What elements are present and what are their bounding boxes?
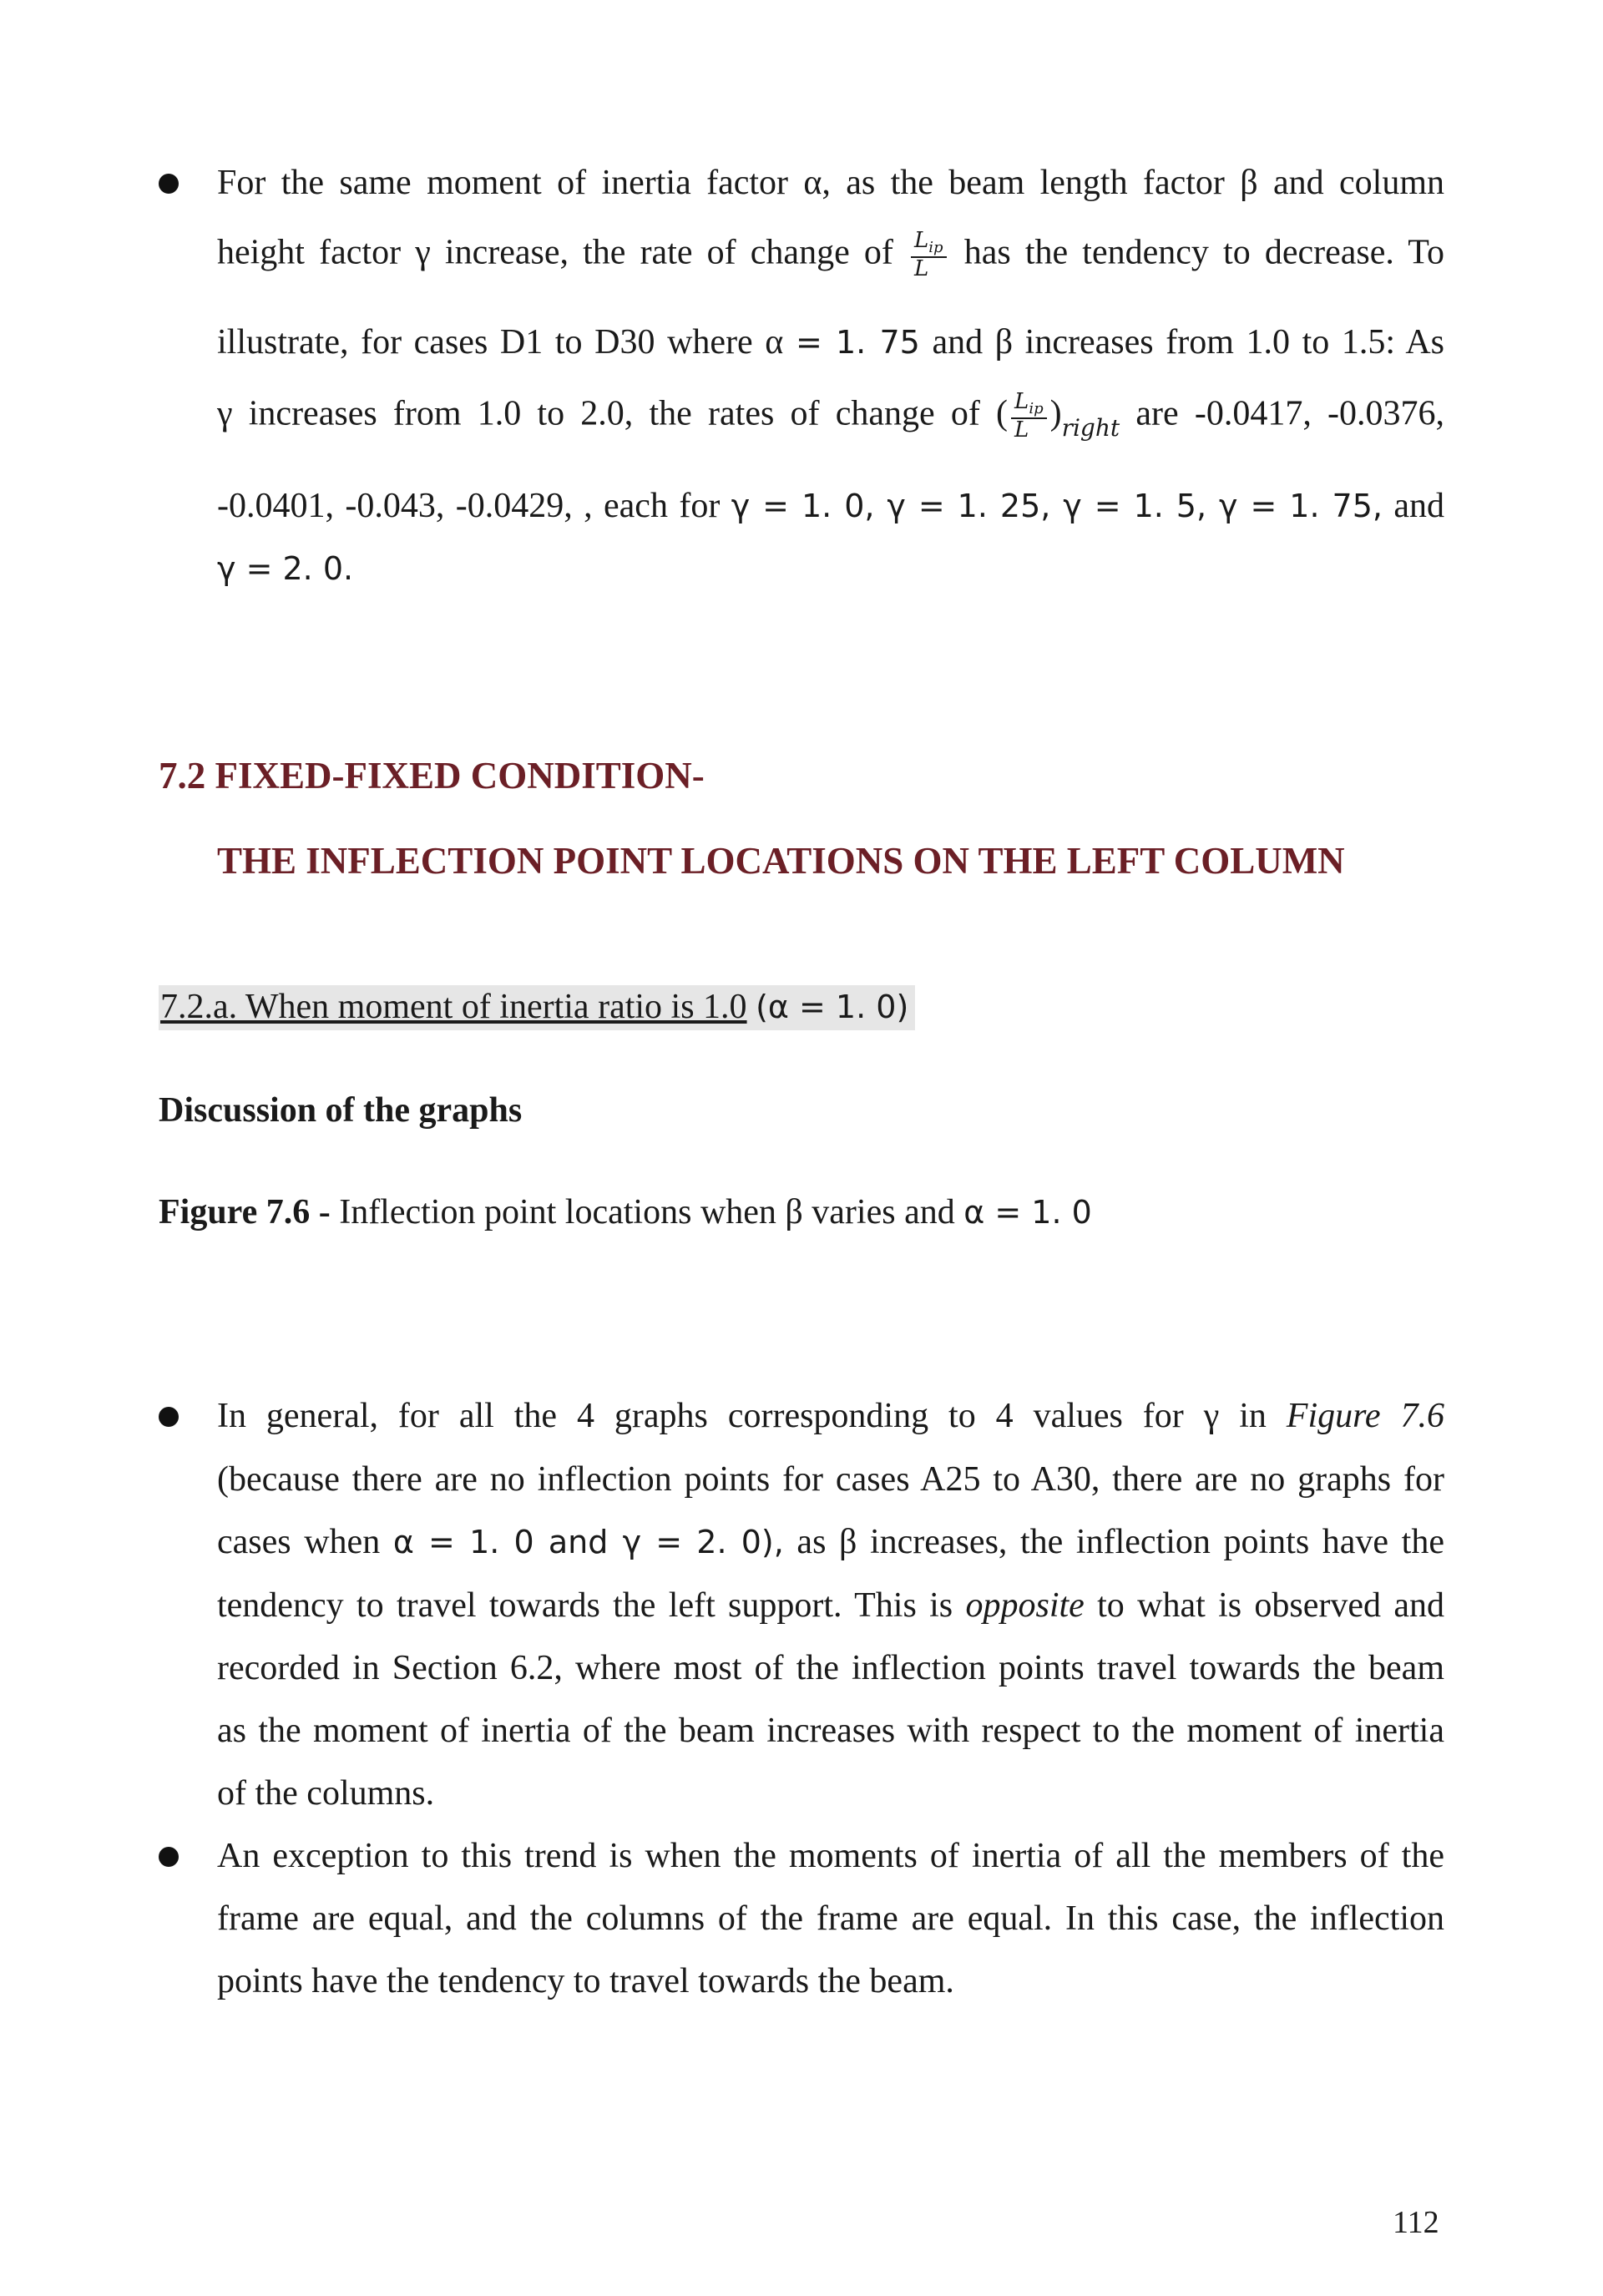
bullet1-line4 xyxy=(217,391,1444,442)
bullet2-line3-text-a: cases when xyxy=(217,1523,381,1561)
figure-caption-text: Inflection point locations when β varies and xyxy=(339,1193,955,1231)
fraction-lip-over-l-right xyxy=(996,389,1120,443)
bullet1-line5-eq: γ = 1. 0, γ = 1. 25, γ = 1. 5, γ = 1. 75, xyxy=(731,488,1383,524)
bullet1-line3-text-a: illustrate, for cases D1 to D30 where α xyxy=(217,323,784,362)
subsection-eq: (α = 1. 0) xyxy=(756,989,909,1025)
frac-den: L xyxy=(914,256,929,282)
bullet3-line3: points have the tendency to travel towards the beam. xyxy=(217,1962,954,2000)
bullet3-line2: frame are equal, and the columns of the frame are equal. In this case, the inflection xyxy=(217,1899,1444,1938)
bullet1-line4-text-a: γ increases from 1.0 to 2.0, the rates of change of xyxy=(217,394,980,433)
paren-close: ) xyxy=(1049,394,1062,433)
subsection-heading xyxy=(159,985,915,1030)
bullet1-line2-text-a: height factor γ increase, the rate of change of xyxy=(217,233,893,272)
bullet1-line3-text-b: and β increases from 1.0 to 1.5: As xyxy=(932,323,1445,362)
bullet1-line6 xyxy=(217,551,1444,586)
bullet3-line1: An exception to this trend is when the moments of inertia of all the members of the xyxy=(217,1837,1444,1875)
figure-caption-eq: α = 1. 0 xyxy=(963,1194,1092,1231)
bullet-point xyxy=(159,1847,179,1867)
section-heading-line2: THE INFLECTION POINT LOCATIONS ON THE LEFT COLUMN xyxy=(217,840,1345,882)
subscript-right: right xyxy=(1061,414,1120,443)
bullet2-line1-text: In general, for all the 4 graphs corresponding to 4 values for γ in xyxy=(217,1397,1267,1435)
frac-num-sub-2: ip xyxy=(1029,400,1044,418)
bullet2-line4-text-a: tendency to travel towards the left support. This is xyxy=(217,1586,953,1625)
fraction-lip-over-l xyxy=(911,230,947,281)
frac-den-2: L xyxy=(1014,417,1029,443)
bullet-point xyxy=(159,1407,179,1427)
paren-open: ( xyxy=(996,394,1009,433)
bullet2-figure-ref: Figure 7.6 xyxy=(1286,1397,1444,1435)
fraction-lip-over-l-2 xyxy=(1011,391,1047,442)
bullet1-line4-text-b: are -0.0417, -0.0376, xyxy=(1135,394,1445,433)
section-heading-line1: 7.2 FIXED-FIXED CONDITION- xyxy=(159,755,705,797)
bullet1-line5-text-b: and xyxy=(1393,487,1444,525)
bullet2-line3 xyxy=(217,1525,1444,1560)
bullet1-line5 xyxy=(217,488,1444,523)
bullet2-line6: as the moment of inertia of the beam increases with respect to the moment of inertia xyxy=(217,1712,1444,1750)
discussion-label: Discussion of the graphs xyxy=(159,1091,523,1130)
bullet-point xyxy=(159,174,179,194)
bullet1-line6-eq: γ = 2. 0. xyxy=(217,550,354,587)
bullet2-line7: of the columns. xyxy=(217,1774,435,1813)
bullet2-line4-italic: opposite xyxy=(965,1586,1085,1625)
bullet1-line3-eq: = 1. 75 xyxy=(795,324,920,361)
figure-caption xyxy=(159,1192,1092,1232)
figure-caption-label: Figure 7.6 - xyxy=(159,1193,331,1231)
subsection-text: 7.2.a. When moment of inertia ratio is 1.0 xyxy=(160,988,747,1026)
page-number: 112 xyxy=(1393,2205,1439,2240)
bullet2-line1 xyxy=(217,1398,1444,1434)
bullet2-line5: recorded in Section 6.2, where most of the inflection points travel towards the beam xyxy=(217,1649,1444,1687)
frac-num: L xyxy=(914,228,929,253)
bullet1-line2-text-b: has the tendency to decrease. To xyxy=(963,233,1445,272)
bullet2-line2: (because there are no inflection points for cases A25 to A30, there are no graphs for xyxy=(217,1460,1444,1499)
bullet2-line4 xyxy=(217,1588,1444,1623)
bullet1-line3 xyxy=(217,325,1444,360)
bullet2-line3-eq: α = 1. 0 and γ = 2. 0), xyxy=(392,1524,784,1560)
frac-num-sub: ip xyxy=(928,239,943,257)
bullet1-line1: For the same moment of inertia factor α, as the beam length factor β and column xyxy=(217,164,1444,202)
frac-num-2: L xyxy=(1014,389,1029,414)
bullet1-line2 xyxy=(217,230,1444,281)
bullet2-line4-text-b: to what is observed and xyxy=(1097,1586,1444,1625)
bullet2-line3-text-b: as β increases, the inflection points have the xyxy=(796,1523,1444,1561)
bullet1-line5-text-a: -0.0401, -0.043, -0.0429, , each for xyxy=(217,487,721,525)
